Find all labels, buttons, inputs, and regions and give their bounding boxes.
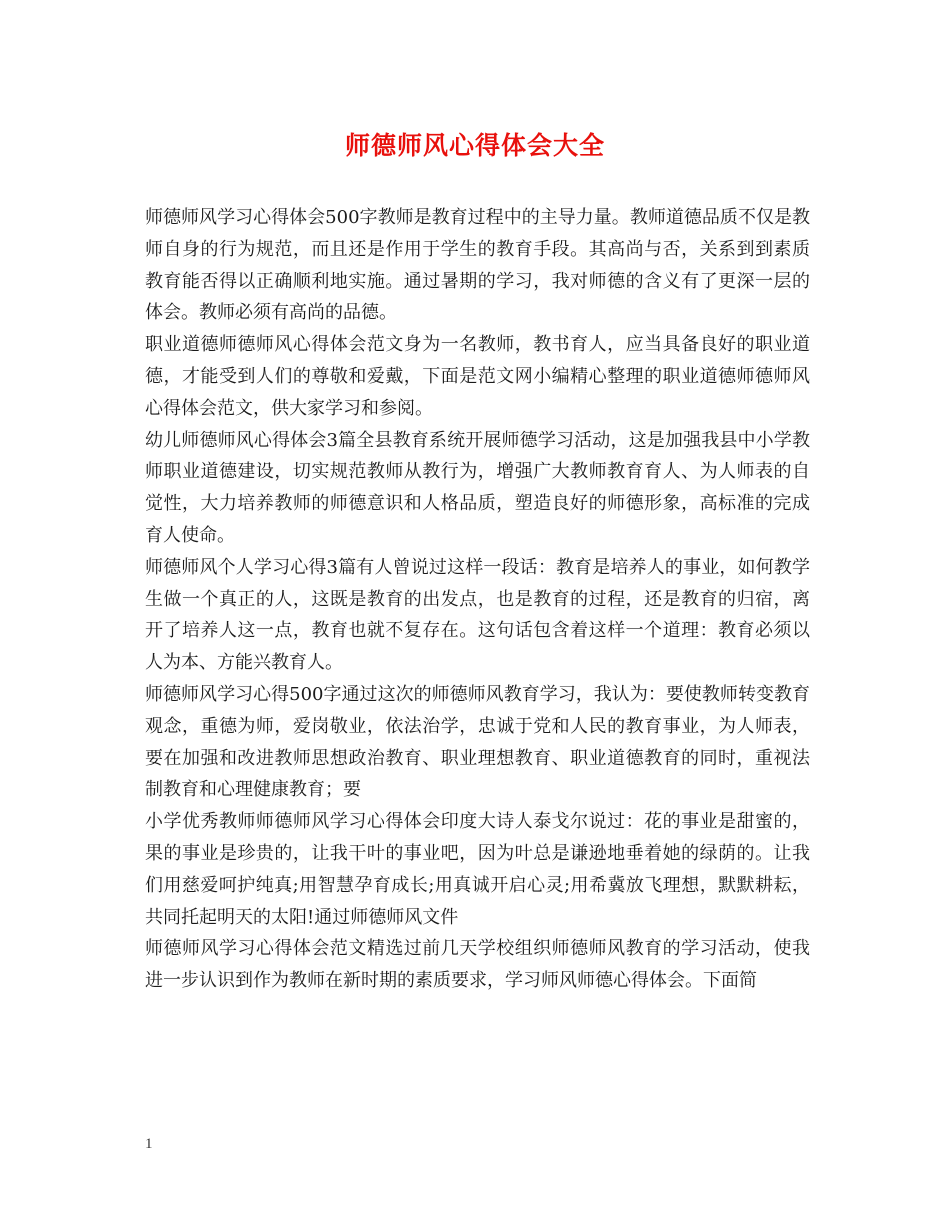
paragraph-5: 师德师风学习心得500字通过这次的师德师风教育学习，我认为：要使教师转变教育观念，重德为师，爱岗敬业，依法治学，忠诚于党和人民的教育事业，为人师表，要在加强和改进教师思想政治教育、职业理想教育、职业道德教育的同时，重视法制教育和心理健康教育；要	[145, 683, 810, 801]
paragraph-4: 师德师风个人学习心得3篇有人曾说过这样一段话：教育是培养人的事业，如何教学生做一个真正的人，这既是教育的出发点，也是教育的过程，还是教育的归宿，离开了培养人这一点，教育也就不复存在。这句话包含着这样一个道理：教育必须以人为本、方能兴教育人。	[145, 556, 810, 674]
paragraph-1: 师德师风学习心得体会500字教师是教育过程中的主导力量。教师道德品质不仅是教师自身的行为规范，而且还是作用于学生的教育手段。其高尚与否，关系到到素质教育能否得以正确顺利地实施。通过暑期的学习，我对师德的含义有了更深一层的体会。教师必须有高尚的品德。	[145, 207, 810, 324]
paragraph-3: 幼儿师德师风心得体会3篇全县教育系统开展师德学习活动，这是加强我县中小学教师职业道德建设，切实规范教师从教行为，增强广大教师教育育人、为人师表的自觉性，大力培养教师的师德意识和人格品质，塑造良好的师德形象，高标准的完成育人使命。	[145, 429, 810, 546]
page-number: 1	[145, 1136, 153, 1152]
paragraph-2: 职业道德师德师风心得体会范文身为一名教师，教书育人，应当具备良好的职业道德，才能受到人们的尊敬和爱戴，下面是范文网小编精心整理的职业道德师德师风心得体会范文，供大家学习和参阅。	[145, 334, 810, 419]
document-title: 师德师风心得体会大全	[344, 131, 605, 160]
paragraph-6: 小学优秀教师师德师风学习心得体会印度大诗人泰戈尔说过：花的事业是甜蜜的，果的事业是珍贵的，让我干叶的事业吧，因为叶总是谦逊地垂着她的绿荫的。让我们用慈爱呵护纯真;用智慧孕育成长;用真诚开启心灵;用希冀放飞理想，默默耕耘，共同托起明天的太阳!通过师德师风文件	[145, 811, 810, 928]
paragraph-7: 师德师风学习心得体会范文精选过前几天学校组织师德师风教育的学习活动，使我进一步认识到作为教师在新时期的素质要求，学习师风师德心得体会。下面简	[145, 938, 810, 992]
document-body	[145, 202, 810, 997]
